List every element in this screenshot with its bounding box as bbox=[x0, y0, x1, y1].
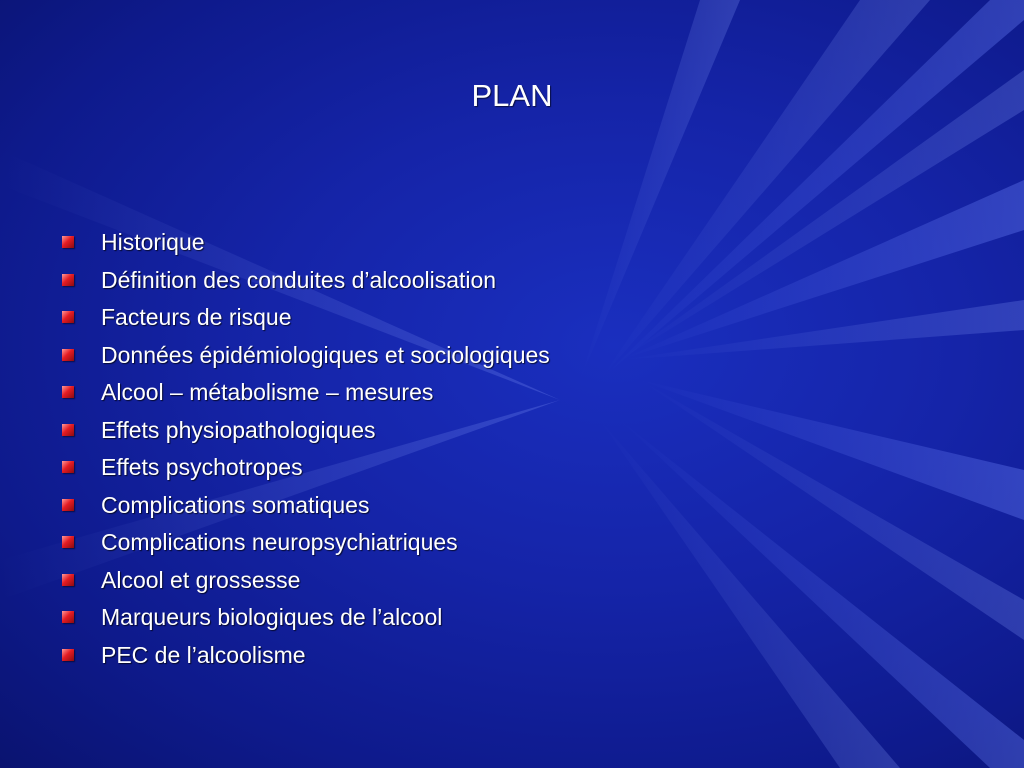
list-item bbox=[58, 637, 550, 675]
red-square-bullet-icon bbox=[62, 349, 74, 361]
list-item-label: Complications somatiques bbox=[101, 491, 370, 518]
list-item bbox=[58, 599, 550, 637]
list-item bbox=[58, 562, 550, 600]
red-square-bullet-icon bbox=[62, 311, 74, 323]
red-square-bullet-icon bbox=[62, 461, 74, 473]
list-item-label: PEC de l’alcoolisme bbox=[101, 641, 306, 668]
red-square-bullet-icon bbox=[62, 386, 74, 398]
slide-title: PLAN bbox=[471, 78, 553, 113]
red-square-bullet-icon bbox=[62, 499, 74, 511]
red-square-bullet-icon bbox=[62, 274, 74, 286]
list-item-label: Effets psychotropes bbox=[101, 454, 303, 480]
list-item bbox=[58, 374, 550, 412]
red-square-bullet-icon bbox=[62, 611, 74, 623]
list-item bbox=[58, 262, 550, 300]
red-square-bullet-icon bbox=[62, 649, 74, 661]
red-square-bullet-icon bbox=[62, 536, 74, 548]
list-item-label: Effets physiopathologiques bbox=[101, 416, 376, 443]
list-item bbox=[58, 487, 550, 525]
bullet-list bbox=[58, 224, 550, 674]
list-item bbox=[58, 449, 550, 487]
list-item bbox=[58, 224, 550, 262]
list-item-label: Définition des conduites d’alcoolisation bbox=[101, 266, 497, 293]
list-item-label: Alcool et grossesse bbox=[101, 566, 301, 593]
list-item bbox=[58, 337, 550, 375]
list-item-label: Alcool – métabolisme – mesures bbox=[101, 379, 434, 405]
list-item-label: Facteurs de risque bbox=[101, 304, 292, 330]
list-item bbox=[58, 524, 550, 562]
list-item bbox=[58, 299, 550, 337]
list-item-label: Données épidémiologiques et sociologiques bbox=[101, 341, 550, 368]
red-square-bullet-icon bbox=[62, 236, 74, 248]
list-item-label: Complications neuropsychiatriques bbox=[101, 529, 458, 555]
red-square-bullet-icon bbox=[62, 574, 74, 586]
list-item bbox=[58, 412, 550, 450]
list-item-label: Historique bbox=[101, 229, 205, 255]
red-square-bullet-icon bbox=[62, 424, 74, 436]
list-item-label: Marqueurs biologiques de l’alcool bbox=[101, 604, 443, 630]
